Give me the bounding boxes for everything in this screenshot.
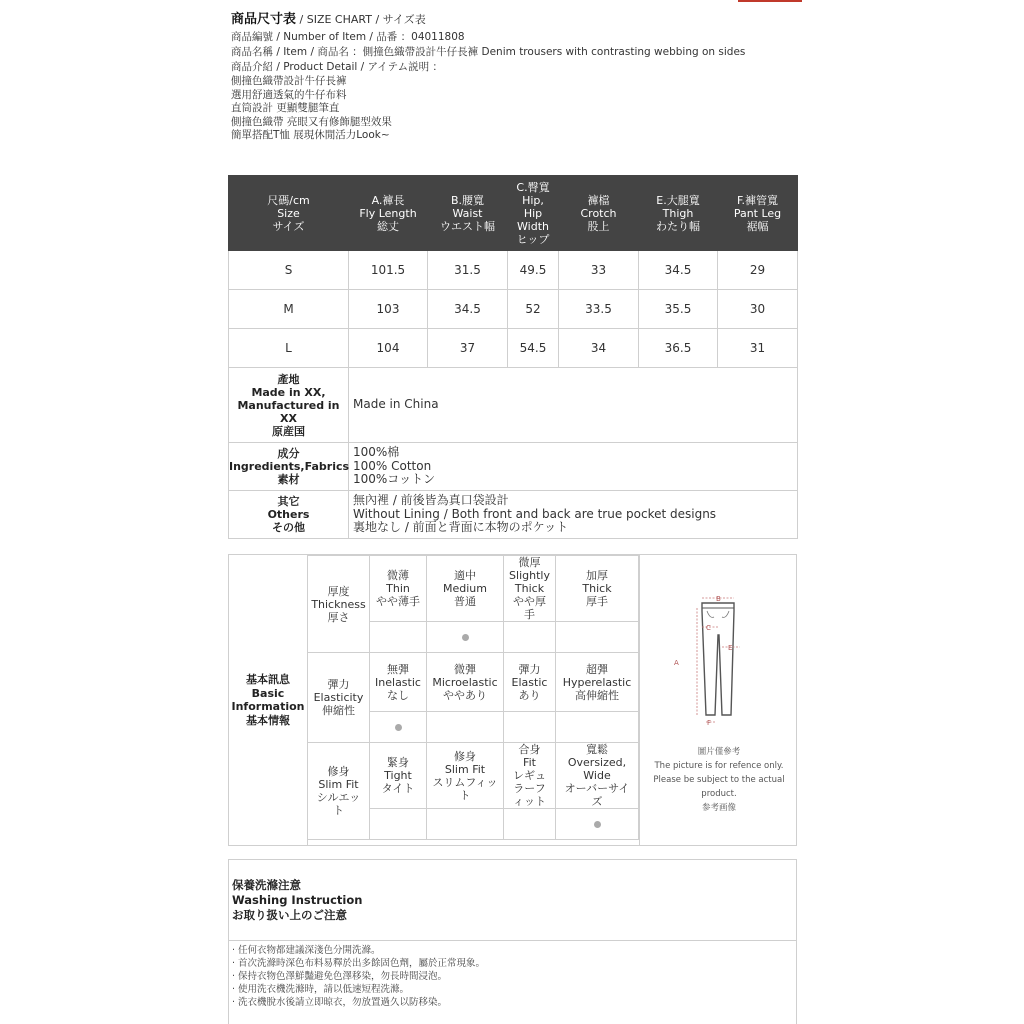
attribute-name [308, 743, 370, 840]
selected-dot-icon [594, 821, 601, 828]
attribute-name-line: 彈力 [327, 678, 350, 691]
attribute-selection-cell [427, 712, 504, 743]
size-value-cell: 104 [349, 329, 428, 368]
attribute-option-line: Slim Fit [444, 762, 486, 776]
basic-info-title [229, 555, 308, 845]
attribute-option-line: Thin [386, 582, 410, 595]
figure-caption-line: 参考画像 [701, 803, 736, 813]
attribute-option [370, 653, 427, 712]
attribute-option-line: Thick [514, 582, 545, 595]
attribute-name-line: Slim Fit [318, 778, 359, 791]
fabric-value-line: 100%コットン [353, 472, 436, 487]
size-column-header-line: Size [277, 206, 300, 220]
attribute-option [504, 743, 556, 809]
attribute-option-line: スリムフィッ [432, 775, 498, 789]
fabric-label-line: 成分 [277, 447, 300, 460]
attribute-option-line: Fit [523, 756, 536, 769]
attribute-option-line: Hyperelastic [562, 675, 632, 689]
attribute-option-line: Tight [384, 769, 412, 782]
size-value-cell: 35.5 [639, 290, 718, 329]
basic-info-title-line: Basic [251, 686, 285, 700]
washing-title-line: お取り扱い上のご注意 [232, 908, 347, 922]
size-column-header [229, 176, 349, 251]
product-detail-line: 選用舒適透氣的牛仔布料 [231, 88, 347, 101]
basic-info-title-line: 基本訊息 [246, 673, 290, 686]
size-chart-title-main: 商品尺寸表 [231, 12, 297, 27]
product-header [231, 12, 791, 143]
attribute-option-line: 微厚 [518, 556, 541, 569]
others-value-line: Without Lining / Both front and back are true pocket designs [353, 506, 717, 521]
attribute-selection-cell [370, 622, 427, 653]
size-column-header [349, 176, 428, 251]
size-column-header-line: E.大腿寬 [656, 193, 700, 207]
attribute-selection-cell [504, 712, 556, 743]
trousers-outline [702, 603, 734, 715]
size-column-header-line: 尺碼/cm [267, 193, 310, 207]
attribute-option-line: 超彈 [586, 662, 608, 676]
item-name-value: 側撞色織帶設計牛仔長褲 Denim trousers with contrasting webbing on sides [362, 46, 746, 58]
figure-caption [644, 745, 794, 815]
size-column-header-line: ヒップ [516, 232, 550, 246]
size-table-body [229, 251, 798, 539]
attribute-name [308, 556, 370, 653]
attribute-option-line: Slightly [509, 569, 550, 582]
origin-label-line: Made in XX, [251, 385, 326, 399]
product-detail-line: 側撞色織帶 亮眼又有修飾腿型效果 [231, 115, 392, 128]
attribute-option-line: あり [518, 688, 541, 702]
size-value-cell: 54.5 [508, 329, 559, 368]
attribute-option-line: 修身 [454, 749, 476, 763]
basic-info-title-line: 基本情報 [246, 713, 290, 727]
washing-divider [229, 940, 796, 941]
attribute-option [427, 653, 504, 712]
size-column-header-line: Crotch [580, 206, 617, 220]
others-value-line: 無內裡 / 前後皆為真口袋設計 [353, 493, 509, 508]
measure-label-e: E [728, 644, 733, 652]
attribute-option-line: やや薄手 [376, 595, 420, 608]
attribute-name-line: 厚度 [327, 584, 350, 598]
attribute-option-line: Oversized, [567, 756, 627, 769]
left-pocket [707, 611, 714, 617]
product-detail-label: 商品介紹 / Product Detail / アイテム説明 ： [231, 61, 443, 73]
attribute-option [556, 556, 639, 622]
attribute-name [308, 653, 370, 743]
origin-label-line: 原産国 [272, 424, 305, 438]
size-value-cell: 49.5 [508, 251, 559, 290]
washing-item: · 首次洗滌時深色布料易釋於出多餘固色劑，屬於正常現象。 [232, 958, 486, 969]
attribute-option-line: 普通 [454, 595, 476, 608]
size-column-header-line: 褲檔 [587, 193, 610, 207]
attribute-option-line: Medium [443, 582, 487, 595]
washing-list [232, 944, 485, 1009]
size-column-header-line: F.褲管寬 [736, 193, 779, 207]
size-row [229, 329, 798, 368]
attribute-name-line: シルエッ [316, 791, 361, 804]
attribute-name-line: 厚さ [327, 610, 350, 624]
size-value-cell: 30 [718, 290, 798, 329]
measure-label-c: C [706, 624, 711, 632]
product-detail-line: 簡單搭配T恤 展現休閒活力Look~ [231, 129, 390, 141]
size-value-cell: 52 [508, 290, 559, 329]
size-chart-title [231, 12, 791, 27]
others-label-line: その他 [272, 521, 305, 534]
size-column-header-line: C.臀寬 [516, 180, 550, 194]
attribute-table-body [308, 556, 639, 840]
figure-caption-line: The picture is for refence only. [654, 761, 784, 771]
attribute-option [370, 743, 427, 809]
trousers-diagram [640, 555, 798, 745]
others-value [349, 491, 798, 539]
origin-row [229, 368, 798, 443]
size-column-header-line: わたり幅 [656, 219, 700, 233]
attribute-option [504, 556, 556, 622]
size-value-cell: 36.5 [639, 329, 718, 368]
attribute-option-line: やや厚 [513, 595, 546, 608]
attribute-option-line: Thick [582, 582, 612, 595]
size-column-header-line: B.腰寬 [450, 193, 485, 207]
fabric-label-line: 素材 [277, 473, 300, 486]
attribute-option-line: Elastic [511, 675, 548, 689]
attribute-name-line: ト [333, 804, 344, 817]
size-column-header-line: ウエスト幅 [440, 219, 495, 233]
measure-label-f: F [707, 719, 712, 727]
attribute-option-line: レギュ [513, 769, 546, 782]
measure-label-a: A [674, 659, 679, 667]
attribute-option-line: 合身 [518, 743, 541, 756]
size-column-header-line: Width [517, 219, 549, 233]
attribute-table [307, 555, 639, 840]
size-value-cell: 31.5 [428, 251, 508, 290]
attribute-name-line: Elasticity [313, 691, 364, 704]
washing-title-line: Washing Instruction [232, 893, 363, 907]
washing-section [228, 859, 797, 1024]
basic-info-section [228, 554, 797, 846]
trousers-diagram-area [639, 555, 798, 845]
attribute-selection-cell [556, 712, 639, 743]
attribute-option-line: 適中 [454, 569, 476, 582]
figure-caption-line: 圖片僅參考 [697, 747, 741, 757]
figure-caption-line: product. [701, 789, 737, 799]
size-value-cell: 37 [428, 329, 508, 368]
attribute-name-line: 修身 [327, 765, 350, 778]
origin-label [229, 368, 349, 443]
size-label-cell: L [229, 329, 349, 368]
size-column-header-line: Pant Leg [733, 206, 782, 220]
right-pocket [722, 611, 729, 617]
attribute-option [427, 743, 504, 809]
size-value-cell: 34.5 [428, 290, 508, 329]
attribute-option-line: ト [459, 788, 471, 802]
origin-value-line: Made in China [353, 397, 439, 412]
fabric-label [229, 443, 349, 491]
attribute-option-line: なし [387, 688, 409, 702]
attribute-option-line: 厚手 [586, 595, 608, 608]
item-number-value: 04011808 [411, 31, 465, 43]
attribute-selection-cell [504, 809, 556, 840]
size-value-cell: 34 [559, 329, 639, 368]
attribute-option-line: 高伸縮性 [575, 688, 619, 702]
product-detail-line: 側撞色織帶設計牛仔長褲 [231, 75, 347, 87]
attribute-option-line: 微彈 [454, 662, 476, 676]
measure-label-b: B [716, 595, 721, 603]
fabric-value-line: 100% Cotton [353, 458, 432, 473]
washing-title [232, 878, 362, 923]
origin-label-line: Manufactured in [237, 398, 340, 412]
size-label-cell: M [229, 290, 349, 329]
fabric-row [229, 443, 798, 491]
attribute-option-line: 手 [524, 608, 535, 621]
product-detail-line: 直筒設計 更顯雙腿筆直 [231, 102, 340, 114]
attribute-option-line: 緊身 [387, 756, 409, 769]
size-column-header-line: Hip, [522, 193, 544, 207]
size-column-header-line: サイズ [272, 219, 305, 233]
size-chart-title-rest: / SIZE CHART / サイズ表 [299, 13, 426, 26]
attribute-selection-cell [370, 712, 427, 743]
size-value-cell: 33.5 [559, 290, 639, 329]
size-label-cell: S [229, 251, 349, 290]
attribute-option [504, 653, 556, 712]
attribute-option-line: Inelastic [375, 675, 421, 689]
size-column-header-line: 総丈 [377, 219, 399, 233]
selected-dot-icon [395, 724, 402, 731]
attribute-option-line: 寬鬆 [586, 743, 608, 756]
washing-item: · 使用洗衣機洗滌時，請以低速短程洗滌。 [232, 984, 410, 995]
origin-label-line: 產地 [277, 372, 300, 386]
item-name-line [231, 45, 791, 60]
attribute-options-row [308, 653, 639, 712]
attribute-option-line: Microelastic [432, 675, 498, 689]
attribute-selection-cell [556, 622, 639, 653]
item-number-line [231, 30, 791, 45]
attribute-option-line: オーバーサイ [564, 782, 630, 795]
size-column-header-line: Waist [452, 206, 483, 220]
origin-value [349, 368, 798, 443]
attribute-option-line: 微薄 [387, 569, 409, 582]
size-column-header-line: Thigh [662, 206, 694, 220]
fabric-label-line: Ingredients,Fabrics [229, 460, 350, 473]
size-row [229, 290, 798, 329]
attribute-option-line: ィット [513, 795, 546, 808]
fabric-value-line: 100%棉 [353, 445, 400, 460]
attribute-selection-cell [504, 622, 556, 653]
fabric-value [349, 443, 798, 491]
size-column-header-line: 裾幅 [746, 219, 769, 233]
size-column-header-line: A.褲長 [371, 193, 405, 207]
size-column-header-line: 股上 [587, 219, 610, 233]
attribute-selection-cell [427, 809, 504, 840]
attribute-option-line: ラーフ [513, 782, 546, 795]
basic-info-title-line: Information [231, 700, 305, 713]
size-value-cell: 101.5 [349, 251, 428, 290]
size-row [229, 251, 798, 290]
washing-item: · 任何衣物都建議深淺色分開洗滌。 [232, 945, 381, 956]
size-value-cell: 29 [718, 251, 798, 290]
attribute-selection-cell [427, 622, 504, 653]
others-label-line: 其它 [277, 495, 300, 508]
attribute-option-line: 彈力 [518, 662, 541, 676]
others-label [229, 491, 349, 539]
attribute-selection-cell [370, 809, 427, 840]
selected-dot-icon [462, 634, 469, 641]
size-column-header-line: Hip [523, 206, 543, 220]
figure-caption-line: Please be subject to the actual [653, 775, 785, 785]
attribute-options-row [308, 556, 639, 622]
attribute-selection-cell [556, 809, 639, 840]
attribute-option-line: 無彈 [387, 662, 409, 676]
size-column-header [508, 176, 559, 251]
others-label-line: Others [267, 508, 310, 521]
size-table [228, 175, 798, 539]
attribute-option-line: ズ [591, 795, 603, 808]
attribute-option-line: タイト [381, 782, 415, 795]
size-column-header [639, 176, 718, 251]
size-value-cell: 103 [349, 290, 428, 329]
others-row [229, 491, 798, 539]
others-value-line: 裏地なし / 前面と背面に本物のポケット [353, 520, 569, 535]
top-accent-bar [738, 0, 802, 2]
attribute-option-line: Wide [583, 769, 611, 782]
size-value-cell: 33 [559, 251, 639, 290]
washing-item: · 保持衣物色澤鮮豔避免色澤移染，勿長時間浸泡。 [232, 971, 448, 982]
washing-title-line: 保養洗滌注意 [232, 878, 301, 892]
size-column-header [428, 176, 508, 251]
item-name-label: 商品名稱 / Item / 商品名 ： [231, 46, 363, 58]
attribute-option [556, 653, 639, 712]
size-column-header [559, 176, 639, 251]
origin-label-line: XX [280, 411, 297, 425]
attribute-option [556, 743, 639, 809]
attribute-name-line: Thickness [311, 597, 366, 611]
attribute-option-line: ややあり [443, 688, 487, 702]
washing-item: · 洗衣機脫水後請立即晾衣，勿放置過久以防移染。 [232, 997, 448, 1008]
size-column-header-line: Fly Length [359, 206, 417, 220]
size-value-cell: 34.5 [639, 251, 718, 290]
attribute-option [427, 556, 504, 622]
attribute-option [370, 556, 427, 622]
attribute-name-line: 伸縮性 [322, 704, 355, 717]
size-value-cell: 31 [718, 329, 798, 368]
product-detail-list [231, 75, 791, 143]
attribute-option-line: 加厚 [586, 569, 608, 582]
size-column-header [718, 176, 798, 251]
item-number-label: 商品編號 / Number of Item / 品番 ： [231, 31, 412, 43]
attribute-options-row [308, 743, 639, 809]
size-table-header-row [229, 176, 798, 251]
